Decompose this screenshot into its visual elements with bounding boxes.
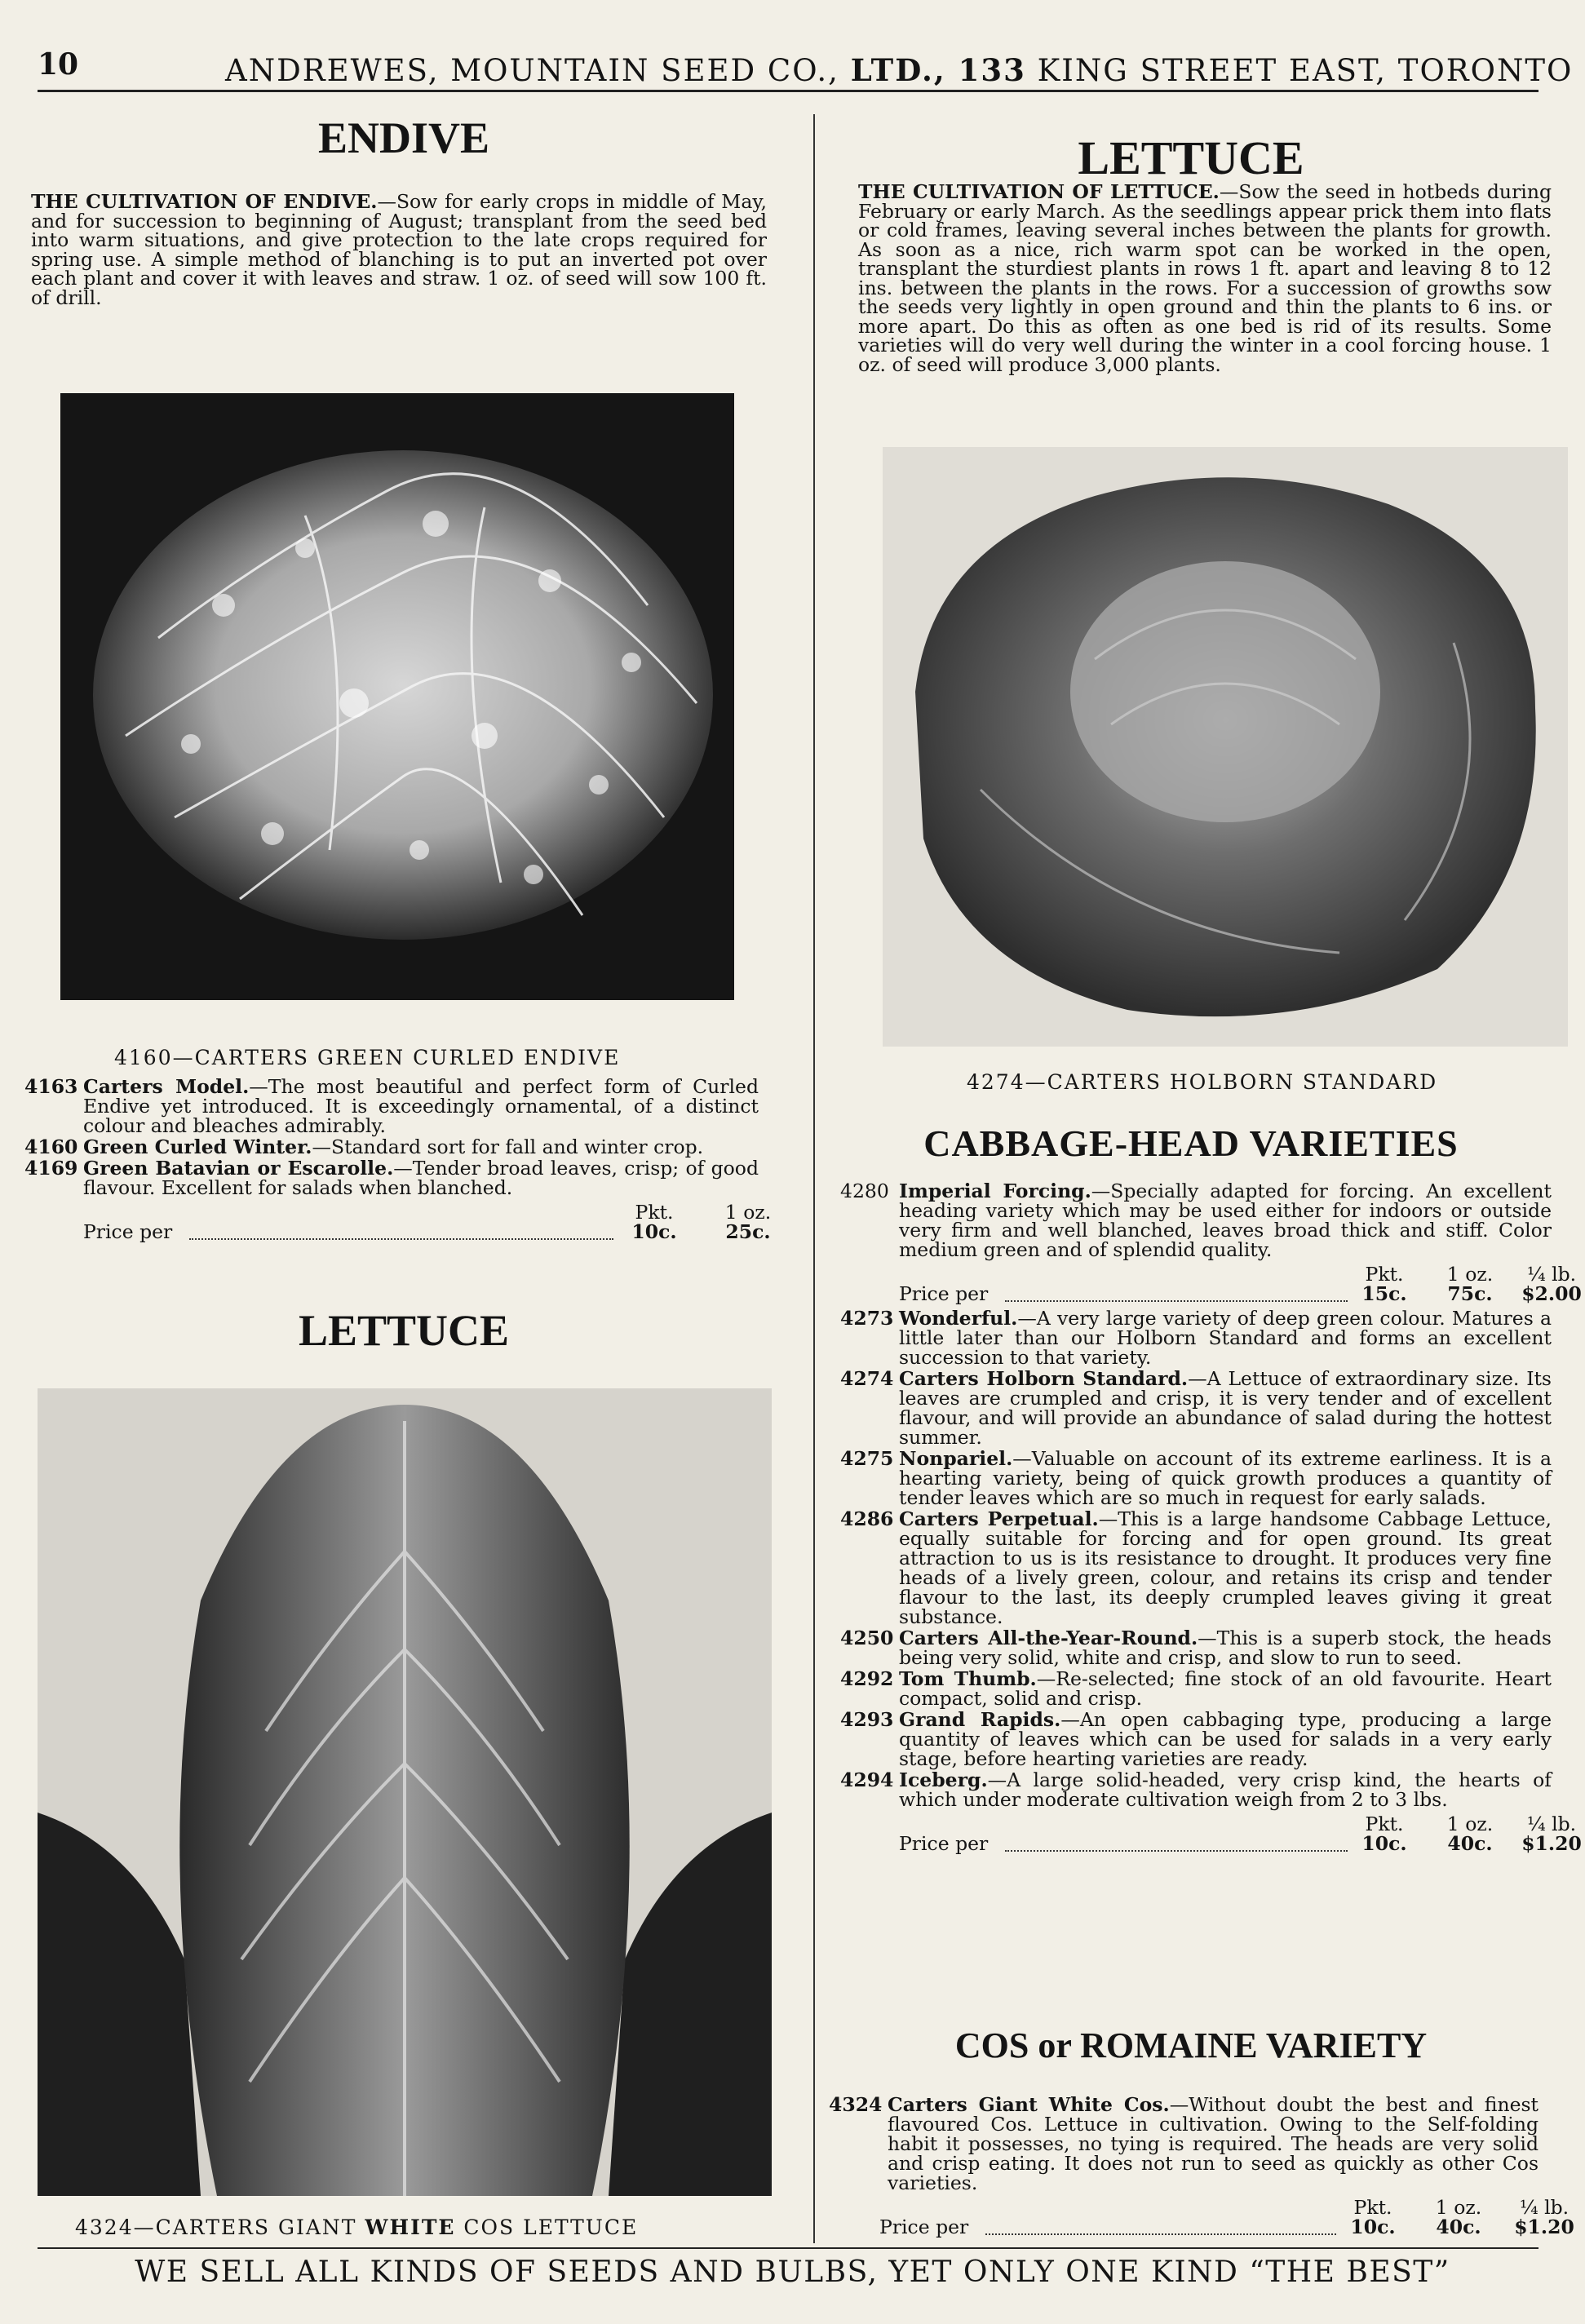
price-col-oz: [1429, 1264, 1511, 1304]
item-name: Carters Model.: [83, 1075, 250, 1098]
lettuce-heading-right: LETTUCE: [1078, 131, 1304, 184]
price-col-lb: [1511, 1814, 1585, 1853]
price-unit: 1 oz.: [1446, 1813, 1494, 1835]
item-name: Grand Rapids.: [899, 1708, 1061, 1731]
list-item: [829, 2095, 1539, 2193]
holborn-photo-caption: 4274—CARTERS HOLBORN STANDARD: [967, 1070, 1438, 1094]
cos-price-row: [879, 2194, 1574, 2242]
price-value: 25c.: [725, 1220, 771, 1243]
list-item: [840, 1449, 1552, 1507]
header-rule: [38, 90, 1539, 92]
cabbage-head-items: [840, 1180, 1582, 1858]
page-header: [38, 42, 1574, 91]
list-item: [840, 1369, 1552, 1447]
item-name: Nonpariel.: [899, 1447, 1013, 1470]
price-col-pkt: [609, 1202, 699, 1242]
item-number: 4294: [840, 1768, 894, 1791]
header-ltd: LTD., 133: [850, 52, 1026, 88]
price-unit: ¼ lb.: [1526, 1263, 1577, 1286]
price-value: 40c.: [1436, 2216, 1481, 2238]
price-value: $1.20: [1514, 2216, 1574, 2238]
header-address: KING STREET EAST, TORONTO: [1025, 53, 1574, 88]
lettuce-cultivation-lead: THE CULTIVATION OF LETTUCE.: [858, 180, 1220, 203]
item-number: 4250: [840, 1627, 894, 1649]
item-name: Iceberg.: [899, 1768, 988, 1791]
list-item: [840, 1509, 1552, 1627]
lettuce-cultivation: [858, 180, 1552, 376]
price-value: 15c.: [1361, 1282, 1407, 1305]
list-item: [24, 1158, 759, 1197]
price-value: 10c.: [631, 1220, 677, 1243]
item-number: 4286: [840, 1507, 894, 1530]
price-unit: Pkt.: [1353, 2196, 1392, 2219]
item-name: Carters All-the-Year-Round.: [899, 1627, 1198, 1649]
price-leader: [1005, 1300, 1348, 1302]
item-name: Carters Giant White Cos.: [888, 2093, 1170, 2116]
cos-lettuce-photo: [38, 1388, 772, 2196]
list-item: [840, 1710, 1552, 1768]
price-label: Price per: [83, 1220, 173, 1243]
price-value: $1.20: [1521, 1832, 1582, 1855]
price-unit: Pkt.: [1365, 1813, 1404, 1835]
item-name: Imperial Forcing.: [899, 1180, 1091, 1202]
item-name: Carters Holborn Standard.: [899, 1367, 1189, 1390]
item-desc: —Specially adapted for forcing. An excellent heading variety which may be used either for indoors or outside very firm and well blanched, leaves broad thick and stiff. Color medium green and of splendid quality.: [899, 1180, 1552, 1261]
holborn-photo: [883, 447, 1568, 1047]
price-col-pkt: [1332, 2198, 1414, 2237]
item-number: 4275: [840, 1447, 894, 1470]
endive-price-row: [83, 1199, 772, 1246]
header-company: ANDREWES, MOUNTAIN SEED CO.,: [225, 53, 851, 88]
cos-heading: COS or ROMAINE VARIETY: [954, 2025, 1428, 2065]
price-unit: Pkt.: [635, 1201, 674, 1224]
price-col-lb: [1503, 2198, 1585, 2237]
price-value: 75c.: [1447, 1282, 1493, 1305]
item-number: 4163: [24, 1075, 78, 1098]
cos-items: [829, 2093, 1574, 2242]
item-number: 4324: [829, 2093, 883, 2116]
item-desc: —A large solid-headed, very crisp kind, the hearts of which under moderate cultivation weigh from 2 to 3 lbs.: [899, 1768, 1552, 1811]
cos-caption-start: 4324—CARTERS GIANT: [75, 2216, 365, 2239]
item-name: Wonderful.: [899, 1307, 1018, 1330]
price-label: Price per: [879, 2216, 969, 2238]
price-unit: 1 oz.: [1446, 1263, 1494, 1286]
item-number: 4280: [840, 1180, 889, 1202]
price-col-pkt: [1344, 1814, 1425, 1853]
price-value: $2.00: [1521, 1282, 1582, 1305]
price-col-oz: [1418, 2198, 1499, 2237]
price-leader: [985, 2233, 1336, 2235]
cos-caption-end: COS LETTUCE: [455, 2216, 639, 2239]
list-item: [24, 1077, 759, 1135]
item-number: 4292: [840, 1667, 894, 1690]
price-unit: ¼ lb.: [1526, 1813, 1577, 1835]
item-name: Tom Thumb.: [899, 1667, 1037, 1690]
item-desc: —A very large variety of deep green colour. Matures a little later than our Holborn Standard and forms an excellent succession to that variety.: [899, 1307, 1552, 1369]
header-title: [225, 52, 1573, 88]
list-item: [840, 1308, 1552, 1367]
cos-caption-bold: WHITE: [365, 2216, 456, 2239]
cabbage-price-row-2: [899, 1811, 1582, 1858]
item-name: Carters Perpetual.: [899, 1507, 1099, 1530]
item-desc: —This is a superb stock, the heads being very solid, white and crisp, and slow to run to seed.: [899, 1627, 1552, 1669]
page-footer: WE SELL ALL KINDS OF SEEDS AND BULBS, YET ONLY ONE KIND “THE BEST”: [135, 2255, 1450, 2289]
endive-cultivation-text: —Sow for early crops in middle of May, and for succession to beginning of August; transplant from the seed bed into warm situations, and give protection to the late crops required for spring use. A simple method of blanching is to put an inverted pot over each plant and cover it with leaves and straw. 1 oz. of seed will sow 100 ft. of drill.: [31, 190, 768, 309]
item-desc: —This is a large handsome Cabbage Lettuce, equally suitable for forcing and for open ground. Its great attraction to us is its resistance to drought. It produces very fine heads of a lively green, colour, and retains its crisp and tender flavour to the last, its deeply crumpled leaves giving it great substance.: [899, 1507, 1552, 1628]
endive-photo: [60, 393, 734, 1000]
item-desc: —Valuable on account of its extreme earliness. It is a hearting variety, being of quick growth produces a quantity of tender leaves which are so much in request for early salads.: [899, 1447, 1552, 1509]
price-col-oz: [703, 1202, 793, 1242]
price-col-oz: [1429, 1814, 1511, 1853]
item-desc: —An open cabbaging type, producing a large quantity of leaves which can be used for salads in a very early stage, before hearting varieties are ready.: [899, 1708, 1552, 1770]
item-desc: —The most beautiful and perfect form of Curled Endive yet introduced. It is exceedingly ornamental, of a distinct colour and bleaches admirably.: [83, 1075, 759, 1137]
price-leader: [1005, 1850, 1348, 1852]
list-item: [840, 1669, 1552, 1708]
item-desc: —Without doubt the best and finest flavoured Cos. Lettuce in cultivation. Owing to the Self-folding habit it possesses, no tying is required. The heads are very solid and crisp eating. It does not run to seed as quickly as other Cos varieties.: [888, 2093, 1539, 2194]
price-col-lb: [1511, 1264, 1585, 1304]
lettuce-heading-left: LETTUCE: [298, 1306, 510, 1355]
item-number: 4274: [840, 1367, 894, 1390]
price-unit: 1 oz.: [724, 1201, 772, 1224]
item-desc: —Tender broad leaves, crisp; of good flavour. Excellent for salads when blanched.: [83, 1157, 759, 1199]
cabbage-head-heading: CABBAGE-HEAD VARIETIES: [923, 1122, 1459, 1164]
item-number: 4169: [24, 1157, 78, 1180]
item-name: Green Curled Winter.: [83, 1135, 312, 1158]
endive-photo-caption: 4160—CARTERS GREEN CURLED ENDIVE: [114, 1046, 621, 1069]
price-label: Price per: [899, 1832, 989, 1855]
price-col-pkt: [1344, 1264, 1425, 1304]
page-number: 10: [38, 47, 79, 82]
list-item: [24, 1137, 759, 1157]
cabbage-price-row-1: [899, 1261, 1582, 1308]
item-number: 4293: [840, 1708, 894, 1731]
item-desc: —Standard sort for fall and winter crop.: [312, 1135, 704, 1158]
endive-cultivation: [31, 190, 768, 309]
price-unit: Pkt.: [1365, 1263, 1404, 1286]
cos-photo-caption: [75, 2216, 638, 2239]
price-value: 40c.: [1447, 1832, 1493, 1855]
item-desc: —A Lettuce of extraordinary size. Its leaves are crumpled and crisp, it is very tender and of excellent flavour, and will provide an abundance of salad during the hottest summer.: [899, 1367, 1552, 1449]
list-item: [840, 1770, 1552, 1809]
lettuce-cultivation-text: —Sow the seed in hotbeds during February or early March. As the seedlings appear prick them into flats or cold frames, leaving several inches between the plants for growth. As soon as a nice, rich warm spot can be worked in the open, transplant the sturdiest plants in rows 1 ft. apart and leaving 8 to 12 ins. between the plants in the rows. For a succession of growths sow the seeds very lightly in open ground and thin the plants to 6 ins. or more apart. Do this as often as one bed is rid of its results. Some varieties will do very well during the winter in a cool forcing house. 1 oz. of seed will produce 3,000 plants.: [858, 180, 1552, 376]
price-leader: [189, 1238, 613, 1240]
item-number: 4160: [24, 1135, 78, 1158]
item-desc: —Re-selected; fine stock of an old favourite. Heart compact, solid and crisp.: [899, 1667, 1552, 1710]
item-number: 4273: [840, 1307, 894, 1330]
endive-items: [24, 1075, 772, 1246]
list-item: [840, 1181, 1552, 1259]
price-value: 10c.: [1361, 1832, 1407, 1855]
price-unit: ¼ lb.: [1519, 2196, 1570, 2219]
price-unit: 1 oz.: [1435, 2196, 1482, 2219]
footer-rule: [38, 2247, 1539, 2249]
price-label: Price per: [899, 1282, 989, 1305]
endive-cultivation-lead: THE CULTIVATION OF ENDIVE.: [31, 190, 378, 213]
list-item: [840, 1628, 1552, 1667]
price-value: 10c.: [1350, 2216, 1396, 2238]
item-name: Green Batavian or Escarolle.: [83, 1157, 394, 1180]
endive-heading: ENDIVE: [317, 113, 490, 162]
column-divider: [813, 114, 815, 2243]
